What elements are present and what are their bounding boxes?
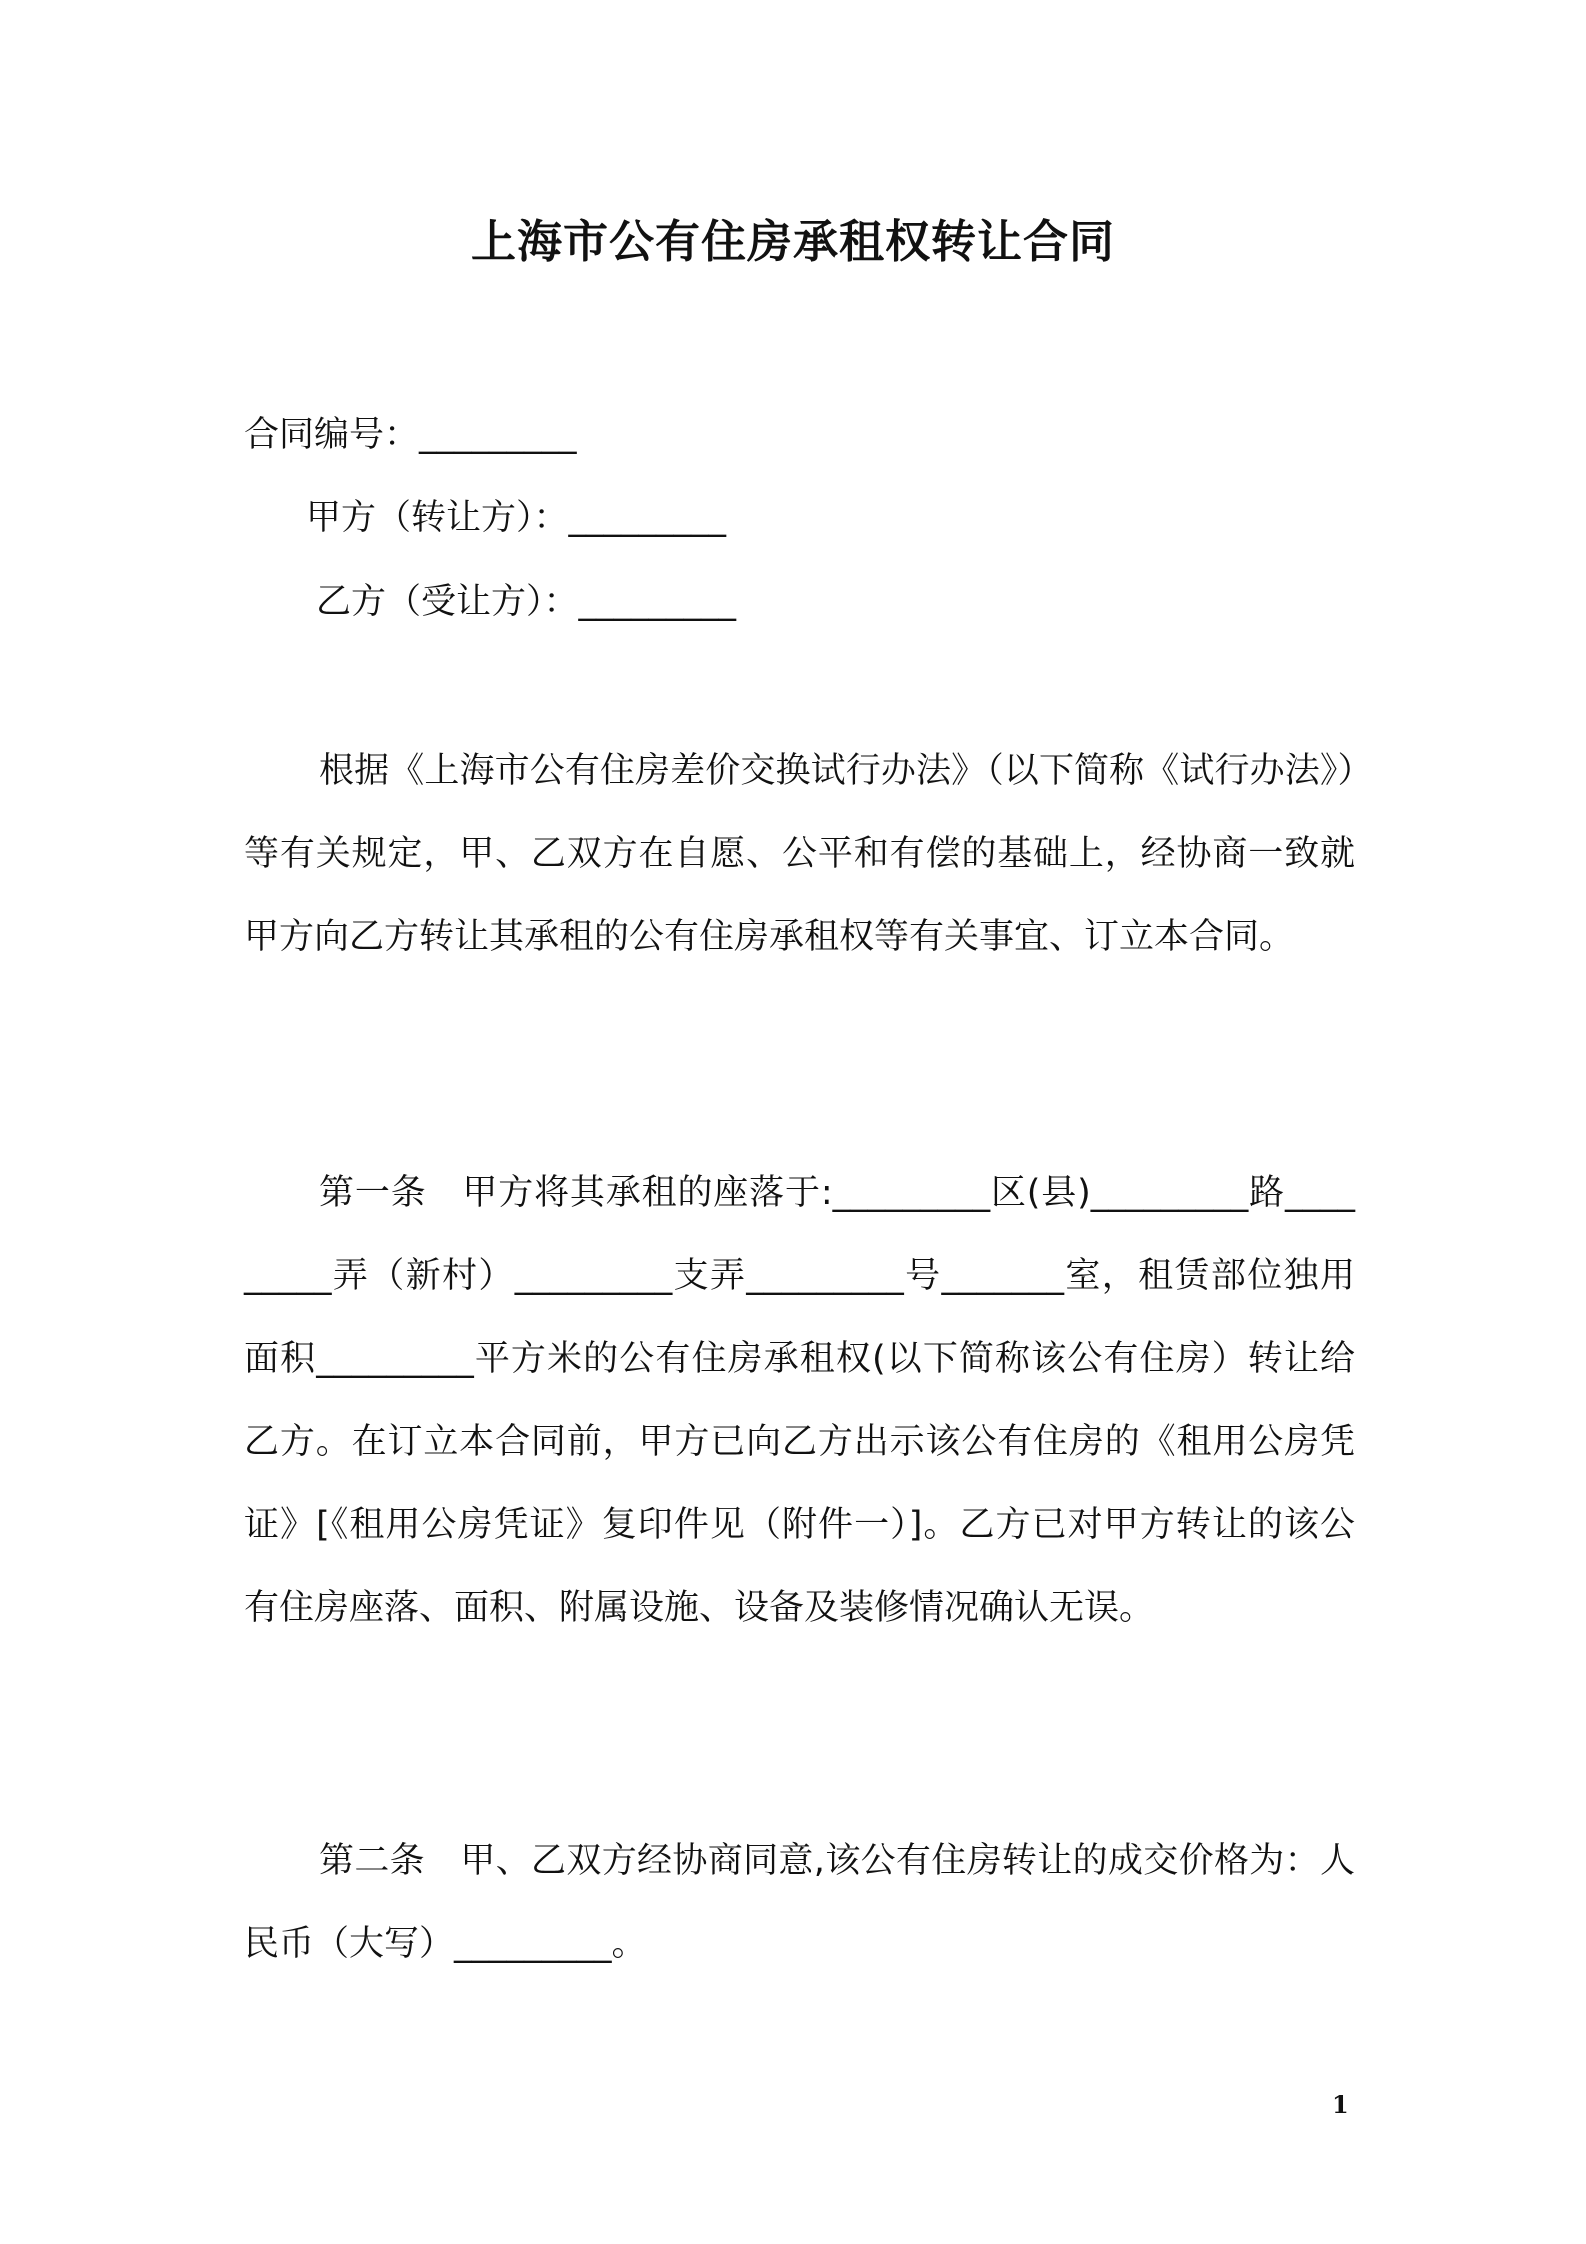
page-number: 1	[1332, 2090, 1349, 2119]
article-2-paragraph: 第二条 甲、乙双方经协商同意,该公有住房转让的成交价格为：人民币（大写）_________。	[244, 1841, 1355, 1964]
party-b-line: 乙方（受让方）：_________	[316, 582, 737, 622]
contract-number-line: 合同编号：_________	[244, 415, 577, 455]
article-1-paragraph: 第一条 甲方将其承租的座落于:_________区(县)_________路_________弄（新村）_________支弄_________号_______室，租赁部位独用面积_________平方米的公有住房承租权(以下简称该公有住房）转让给乙方。在订立本合同前，甲方已向乙方出示该公有住房的《租用公房凭证》[《租用公房凭证》复印件见（附件一）]。乙方已对甲方转让的该公有住房座落、面积、附属设施、设备及装修情况确认无误。	[244, 1173, 1355, 1628]
party-a-line: 甲方（转让方）：_________	[306, 498, 727, 538]
document-title: 上海市公有住房承租权转让合同	[470, 215, 1115, 268]
preamble-paragraph: 根据《上海市公有住房差价交换试行办法》（以下简称《试行办法》）等有关规定，甲、乙双方在自愿、公平和有偿的基础上，经协商一致就甲方向乙方转让其承租的公有住房承租权等有关事宜、订立本合同。	[244, 751, 1355, 957]
